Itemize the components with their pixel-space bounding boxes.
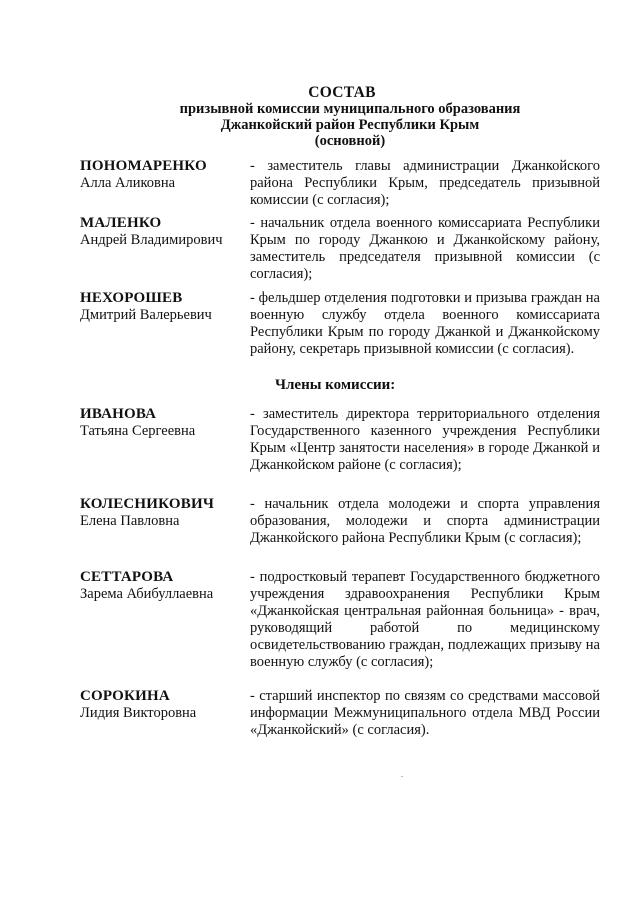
member-role: - начальник отдела молодежи и спорта управления образования, молодежи и спорта администрации Джанкойского района Республики Крым (с согласия); bbox=[250, 496, 600, 546]
member-surname: ПОНОМАРЕНКО bbox=[80, 158, 207, 174]
member-surname: СОРОКИНА bbox=[80, 688, 170, 704]
member-surname: МАЛЕНКО bbox=[80, 215, 162, 231]
document-title: СОСТАВ bbox=[308, 84, 376, 101]
member-surname: КОЛЕСНИКОВИЧ bbox=[80, 496, 215, 512]
member-surname: СЕТТАРОВА bbox=[80, 569, 174, 585]
member-role: - заместитель главы администрации Джанкойского района Республики Крым, председатель призывной комиссии (с согласия); bbox=[250, 158, 600, 208]
member-given-names: Дмитрий Валерьевич bbox=[80, 307, 212, 323]
document-subtitle-line-3: (основной) bbox=[314, 133, 386, 149]
member-role: - начальник отдела военного комиссариата Республики Крым по городу Джанкою и Джанкойскому району, заместитель председателя призывной комиссии (с согласия); bbox=[250, 215, 600, 282]
member-given-names: Андрей Владимирович bbox=[80, 232, 223, 248]
member-surname: ИВАНОВА bbox=[80, 406, 157, 422]
member-given-names: Лидия Викторовна bbox=[80, 705, 197, 721]
member-given-names: Елена Павловна bbox=[80, 513, 180, 529]
members-heading: Члены комиссии: bbox=[275, 377, 396, 393]
document-subtitle-line-2: Джанкойский район Республики Крым bbox=[220, 117, 480, 133]
member-given-names: Зарема Абибуллаевна bbox=[80, 586, 214, 602]
scan-artifact bbox=[401, 776, 403, 777]
member-surname: НЕХОРОШЕВ bbox=[80, 290, 183, 306]
member-role: - подростковый терапевт Государственного бюджетного учреждения здравоохранения Республики Крым «Джанкойская центральная районная больница» - врач, руководящий работой по медицинскому освидетельствованию граждан, подлежащих призыву на военную службу (с согласия); bbox=[250, 569, 600, 670]
document-subtitle-line-1: призывной комиссии муниципального образования bbox=[179, 101, 521, 117]
member-role: - фельдшер отделения подготовки и призыва граждан на военную службу отдела военного комиссариата Республики Крым по городу Джанкой и Джанкойскому району, секретарь призывной комиссии (с согласия). bbox=[250, 290, 600, 357]
member-role: - заместитель директора территориального отделения Государственного казенного учреждения Республики Крым «Центр занятости населения» в городе Джанкой и Джанкойском районе (с согласия); bbox=[250, 406, 600, 473]
member-role: - старший инспектор по связям со средствами массовой информации Межмуниципального отдела МВД России «Джанкойский» (с согласия). bbox=[250, 688, 600, 738]
member-given-names: Татьяна Сергеевна bbox=[80, 423, 196, 439]
member-given-names: Алла Аликовна bbox=[80, 175, 176, 191]
